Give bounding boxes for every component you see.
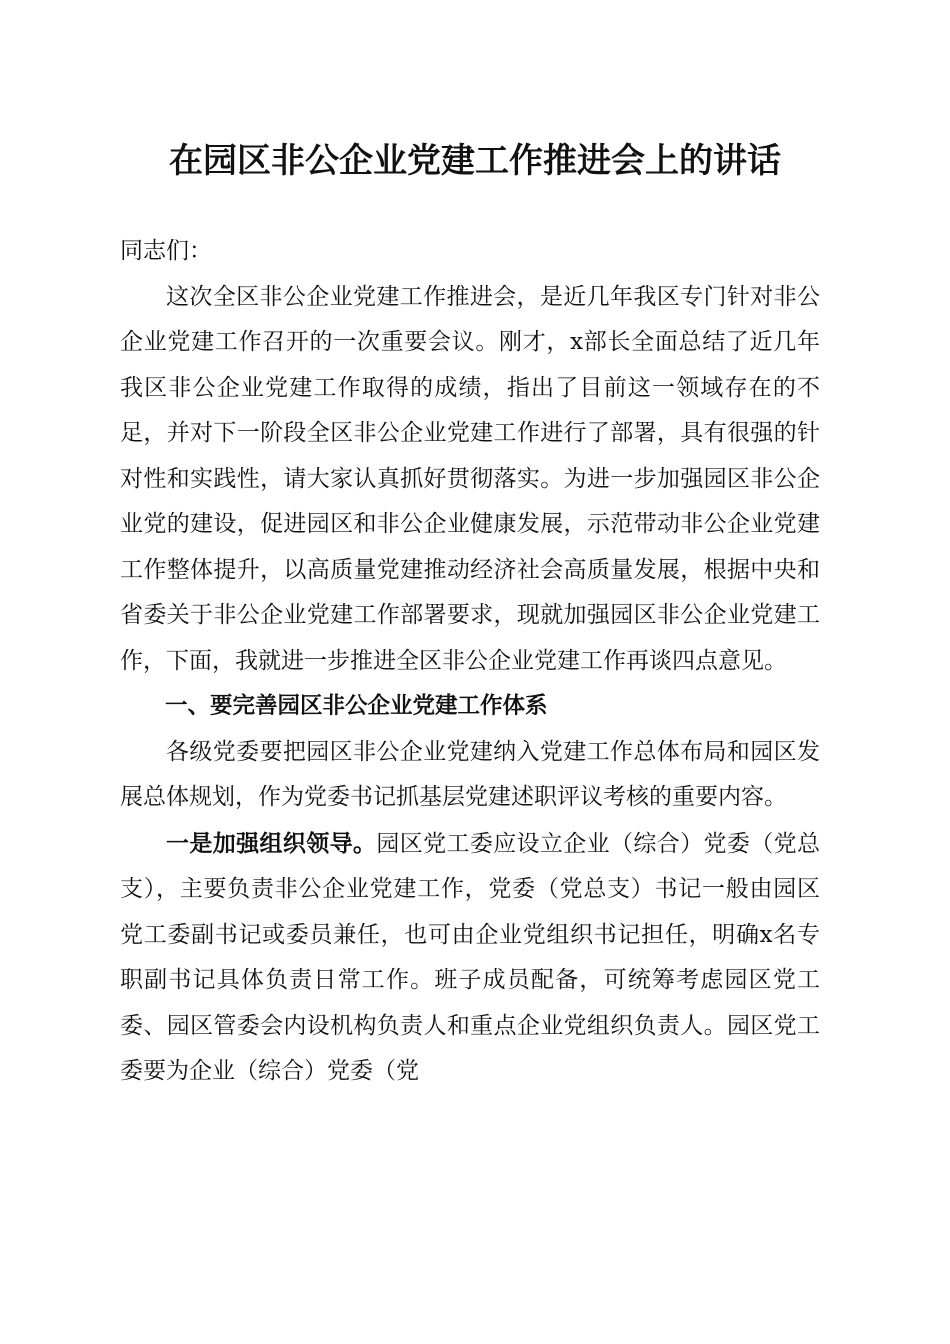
- paragraph-lead-phrase: 一是加强组织领导。: [166, 829, 377, 857]
- paragraph-section-1: 各级党委要把园区非公企业党建纳入党建工作总体布局和园区发展总体规划，作为党委书记抓基层党建述职评议考核的重要内容。: [120, 738, 820, 810]
- document-body: [120, 229, 820, 1095]
- paragraph-organization-leadership: [120, 821, 820, 1095]
- document-title: 在园区非公企业党建工作推进会上的讲话: [169, 141, 781, 181]
- paragraph-intro: 这次全区非公企业党建工作推进会，是近几年我区专门针对非公企业党建工作召开的一次重要会议。刚才，x部长全面总结了近几年我区非公企业党建工作取得的成绩，指出了目前这一领域存在的不足，并对下一阶段全区非公企业党建工作进行了部署，具有很强的针对性和实践性，请大家认真抓好贯彻落实。为进一步加强园区非公企业党的建设，促进园区和非公企业健康发展，示范带动非公企业党建工作整体提升，以高质量党建推动经济社会高质量发展，根据中央和省委关于非公企业党建工作部署要求，现就加强园区非公企业党建工作，下面，我就进一步推进全区非公企业党建工作再谈四点意见。: [120, 283, 820, 674]
- paragraph-body-text: 园区党工委应设立企业（综合）党委（党总支），主要负责非公企业党建工作，党委（党总支）书记一般由园区党工委副书记或委员兼任，也可由企业党组织书记担任，明确x名专职副书记具体负责日常工作。班子成员配备，可统筹考虑园区党工委、园区管委会内设机构负责人和重点企业党组织负责人。园区党工委要为企业（综合）党委（党: [120, 830, 821, 1084]
- section-heading-1: 一、要完善园区非公企业党建工作体系: [165, 693, 548, 719]
- salutation: 同志们：: [120, 238, 212, 264]
